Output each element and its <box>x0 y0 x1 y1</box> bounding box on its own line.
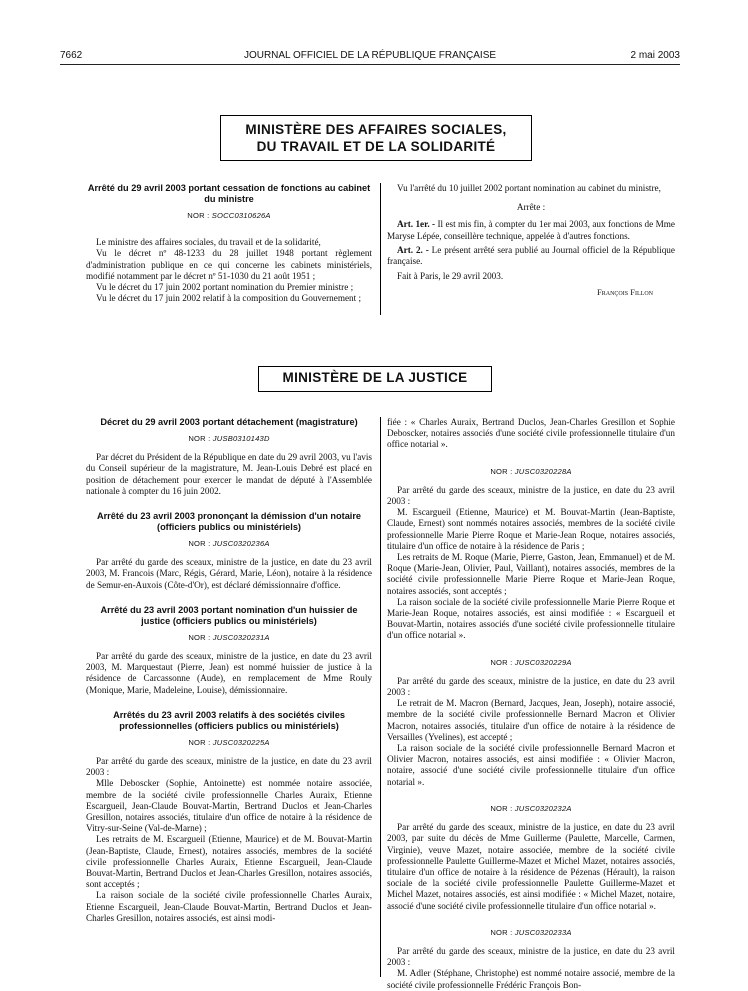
column-divider <box>380 183 381 315</box>
decret-title: Décret du 29 avril 2003 portant détachement (magistrature) <box>100 417 358 427</box>
nor-reference: NOR : JUSC0320225A <box>188 737 270 747</box>
paragraph: Par arrêté du garde des sceaux, ministre de la justice, en date du 23 avril 2003 : <box>387 675 675 698</box>
paragraph: M. Adler (Stéphane, Christophe) est nommé notaire associé, membre de la société civile professionnelle Frédéric François Bon- <box>387 968 675 990</box>
publication-date: 2 mai 2003 <box>630 50 680 61</box>
ministry-heading-social-affairs <box>220 115 532 161</box>
paragraph: La raison sociale de la société civile professionnelle Marie Pierre Roque et Marie-Jean Roque, notaires associés, est ainsi modifiée : « Escargueil et Bouvat-Martin, notaires associés d'une société civile professionnelle titulaire d'un office notarial ». <box>387 596 675 641</box>
paragraph: Par arrêté du garde des sceaux, ministre de la justice, en date du 23 avril 2003 : <box>387 484 675 507</box>
ministry-line-1: MINISTÈRE DE LA JUSTICE <box>282 370 468 385</box>
paragraph: Vu le décret du 17 juin 2002 relatif à la composition du Gouvernement ; <box>96 293 362 304</box>
nor-reference: NOR : JUSC0320232A <box>490 803 572 813</box>
arrete-title: Arrêté du 29 avril 2003 portant cessation de fonctions au cabinet du ministre <box>87 183 371 204</box>
paragraph: Le retrait de M. Macron (Bernard, Jacques, Jean, Joseph), notaire associé, membre de la société civile professionnelle Bernard Macron et Olivier Macron, notaires associés, titulaire d'un office de notaire à la résidence de Versailles (Yvelines), est accepté ; <box>387 698 675 742</box>
paragraph: fiée : « Charles Auraix, Bertrand Duclos, Jean-Charles Gresillon et Sophie Deboscker, notaires associés d'une société civile professionnelle titulaire d'un office notarial ». <box>387 417 675 450</box>
nor-reference: NOR : JUSC0320236A <box>188 539 270 549</box>
paragraph: La raison sociale de la société civile professionnelle Charles Auraix, Etienne Escargueil, Jean-Claude Bouvat-Martin, Bertrand Duclos et Jean-Charles Gresillon, notaires associés, est ainsi modi- <box>86 890 372 923</box>
ministry-line-1: MINISTÈRE DES AFFAIRES SOCIALES, <box>245 122 507 137</box>
arrete-title: Arrêtés du 23 avril 2003 relatifs à des sociétés civiles professionnelles (officiers publics ou ministériels) <box>113 709 345 731</box>
paragraph: Les retraits de M. Escargueil (Etienne, Maurice) et de M. Bouvat-Martin (Jean-Baptiste, Claude, Ernest), notaires associés, membres de la société civile professionnelle Charles Auraix, Etienne Escargueil, Jean-Claude Bouvat-Martin, Bertrand Duclos et Jean-Charles Gresillon, notaires associés, sont acceptés ; <box>86 834 372 890</box>
arrete-keyword: Arrête : <box>516 202 546 213</box>
paragraph: Par arrêté du garde des sceaux, ministre de la justice, en date du 23 avril 2003, M. Francois (Marc, Régis, Gérard, Marie, Léon), notaire à la résidence de Semur-en-Auxois (Côte-d'Or), est déclaré démissionnaire d'office. <box>86 557 372 590</box>
nor-reference: NOR : SOCC0310626A <box>187 211 271 220</box>
paragraph: La raison sociale de la société civile professionnelle Bernard Macron et Olivier Macron, notaires associés, est ainsi modifiée : « Olivier Macron, notaire, associé d'une société civile professionnelle titulaire d'un office notarial ». <box>387 743 675 787</box>
paragraph: Par arrêté du garde des sceaux, ministre de la justice, en date du 23 avril 2003, M. Marquestaut (Pierre, Jean) est nommé huissier de justice à la résidence de Carcassonne (Aude), en remplacement de Mme Rouly (Monique, Marie, Madeleine, Louise), démissionnaire. <box>86 651 372 695</box>
page-number: 7662 <box>60 50 83 61</box>
article-2: Art. 2. - Le présent arrêté sera publié au Journal officiel de la République française. <box>387 244 675 267</box>
journal-title: JOURNAL OFFICIEL DE LA RÉPUBLIQUE FRANÇAISE <box>243 50 497 61</box>
paragraph: Mlle Deboscker (Sophie, Antoinette) est nommée notaire associée, membre de la société civile professionnelle Charles Auraix, Etienne Escargueil, Jean-Claude Bouvat-Martin, Bertrand Duclos et Jean-Charles Gresillon, notaires associés, titulaire d'un office de notaire à la résidence de Vitry-sur-Seine (Val-de-Marne) ; <box>86 778 372 834</box>
paragraph: Par décret du Président de la République en date du 29 avril 2003, vu l'avis du Conseil supérieur de la magistrature, M. Jean-Louis Debré est placé en position de détachement pour exercer le mandat de député à l'Assemblée nationale à compter du 16 juin 2002. <box>86 452 372 496</box>
place-date: Fait à Paris, le 29 avril 2003. <box>397 271 504 282</box>
paragraph: M. Escargueil (Etienne, Maurice) et M. Bouvat-Martin (Jean-Baptiste, Claude, Ernest) sont nommés notaires associés, membres de la société civile professionnelle Marie Pierre Roque et Marie-Jean Roque, notaires associés, titulaire d'un office de notaire à la résidence de Paris ; <box>387 507 675 551</box>
paragraph: Les retraits de M. Roque (Marie, Pierre, Gaston, Jean, Emmanuel) et de M. Roque (Marie-Jean, Olivier, Paul, Vaillant), notaires associés, membres de la société civile professionnelle Marie Pierre Roque et Marie-Jean Roque, notaires associés, sont acceptés ; <box>387 552 675 596</box>
paragraph: Le ministre des affaires sociales, du travail et de la solidarité, <box>96 237 321 248</box>
nor-reference: NOR : JUSC0320229A <box>490 657 572 667</box>
nor-reference: NOR : JUSB0310143D <box>188 434 270 443</box>
justice-right-column <box>387 417 675 991</box>
paragraph: Par arrêté du garde des sceaux, ministre de la justice, en date du 23 avril 2003 : <box>86 756 372 778</box>
paragraph: Par arrêté du garde des sceaux, ministre de la justice, en date du 23 avril 2003 : <box>387 945 675 968</box>
arrete-cessation-left <box>86 183 372 304</box>
signature: François Fillon <box>596 287 653 298</box>
justice-left-column <box>86 417 372 924</box>
paragraph: Vu le décret du 17 juin 2002 portant nomination du Premier ministre ; <box>96 282 354 293</box>
column-divider <box>380 417 381 977</box>
arrete-title: Arrêté du 23 avril 2003 prononçant la démission d'un notaire (officiers publics ou ministériels) <box>96 511 362 533</box>
nor-reference: NOR : JUSC0320231A <box>188 632 270 642</box>
nor-reference: NOR : JUSC0320233A <box>490 927 572 937</box>
page-header <box>60 50 680 65</box>
ministry-line-2: DU TRAVAIL ET DE LA SOLIDARITÉ <box>256 139 496 154</box>
paragraph: Vu l'arrêté du 10 juillet 2002 portant nomination au cabinet du ministre, <box>397 183 661 193</box>
arrete-title: Arrêté du 23 avril 2003 portant nomination d'un huissier de justice (officiers publics ou ministériels) <box>100 604 358 626</box>
article-1: Art. 1er. - Il est mis fin, à compter du 1er mai 2003, aux fonctions de Mme Maryse Lépée, conseillère technique, appelée à d'autres fonctions. <box>387 219 675 241</box>
paragraph: Vu le décret nº 48-1233 du 28 juillet 1948 portant règlement d'administration publique en ce qui concerne les cabinets ministériels, modifié notamment par le décret nº 51-1030 du 21 août 1951 ; <box>86 248 372 281</box>
nor-reference: NOR : JUSC0320228A <box>490 466 572 476</box>
arrete-cessation-right <box>387 183 675 299</box>
paragraph: Par arrêté du garde des sceaux, ministre de la justice, en date du 23 avril 2003, par suite du décès de Mme Guillerme (Paulette, Marcelle, Carmen, Virginie), veuve Mazet, notaire associée, membre de la société civile professionnelle Paulette Guillerme-Mazet et Michel Mazet, notaires associés, titulaire d'un office de notaire à la résidence de Pézenas (Hérault), la raison sociale de la société civile professionnelle Paulette Guillerme-Mazet et Michel Mazet, notaires associés, est ainsi modifiée : « Michel Mazet, notaire, associé d'une société civile professionnelle titulaire d'un office notarial ». <box>387 822 675 911</box>
ministry-heading-justice <box>258 366 492 392</box>
